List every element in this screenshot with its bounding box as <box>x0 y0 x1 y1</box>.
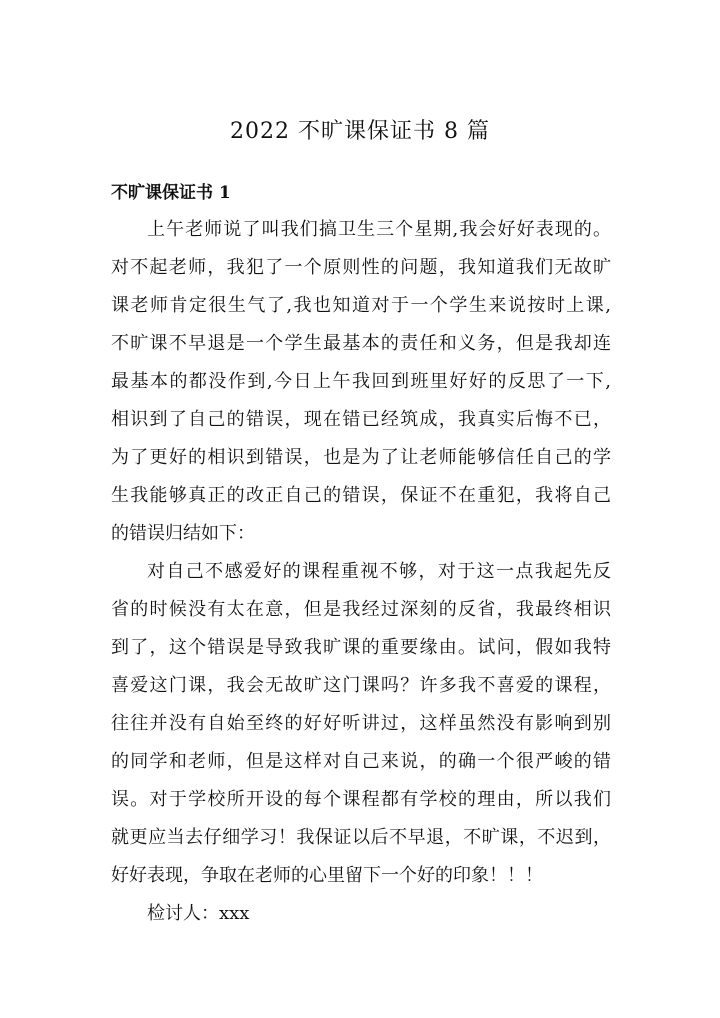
paragraph-line: 最基本的都没作到,今日上午我回到班里好好的反思了一下, <box>111 371 611 392</box>
paragraph-line: 的错误归结如下： <box>111 523 255 544</box>
paragraph-line: 的同学和老师，但是这样对自己来说，的确一个很严峻的错 <box>111 751 611 772</box>
paragraph-line: 好好表现，争取在老师的心里留下一个好的印象！！！ <box>111 865 543 886</box>
paragraph-line: 对自己不感爱好的课程重视不够，对于这一点我起先反 <box>147 561 611 582</box>
paragraph-line: 上午老师说了叫我们搞卫生三个星期,我会好好表现的。 <box>147 219 611 240</box>
paragraph-line: 相识到了自己的错误，现在错已经筑成，我真实后悔不已， <box>111 409 611 430</box>
paragraph-line: 喜爱这门课，我会无故旷这门课吗？许多我不喜爱的课程， <box>111 675 611 696</box>
paragraph-line: 省的时候没有太在意，但是我经过深刻的反省，我最终相识 <box>111 599 611 620</box>
section-heading: 不旷课保证书 1 <box>111 183 231 203</box>
paragraph-line: 误。对于学校所开设的每个课程都有学校的理由，所以我们 <box>111 789 611 810</box>
paragraph-line: 为了更好的相识到错误，也是为了让老师能够信任自己的学 <box>111 447 611 468</box>
paragraph-line: 往往并没有自始至终的好好听讲过，这样虽然没有影响到别 <box>111 713 611 734</box>
document-title: 2022 不旷课保证书 8 篇 <box>230 119 490 144</box>
paragraph-line: 就更应当去仔细学习！我保证以后不早退，不旷课，不迟到， <box>111 827 611 848</box>
paragraph-line: 对不起老师，我犯了一个原则性的问题，我知道我们无故旷 <box>111 257 611 278</box>
paragraph-line: 到了，这个错误是导致我旷课的重要缘由。试问，假如我特 <box>111 637 611 658</box>
paragraph-line: 不旷课不早退是一个学生最基本的责任和义务，但是我却连 <box>111 333 611 354</box>
paragraph-line: 课老师肯定很生气了,我也知道对于一个学生来说按时上课, <box>111 295 611 316</box>
signature: 检讨人：xxx <box>147 903 250 924</box>
paragraph-line: 生我能够真正的改正自己的错误，保证不在重犯，我将自己 <box>111 485 611 506</box>
